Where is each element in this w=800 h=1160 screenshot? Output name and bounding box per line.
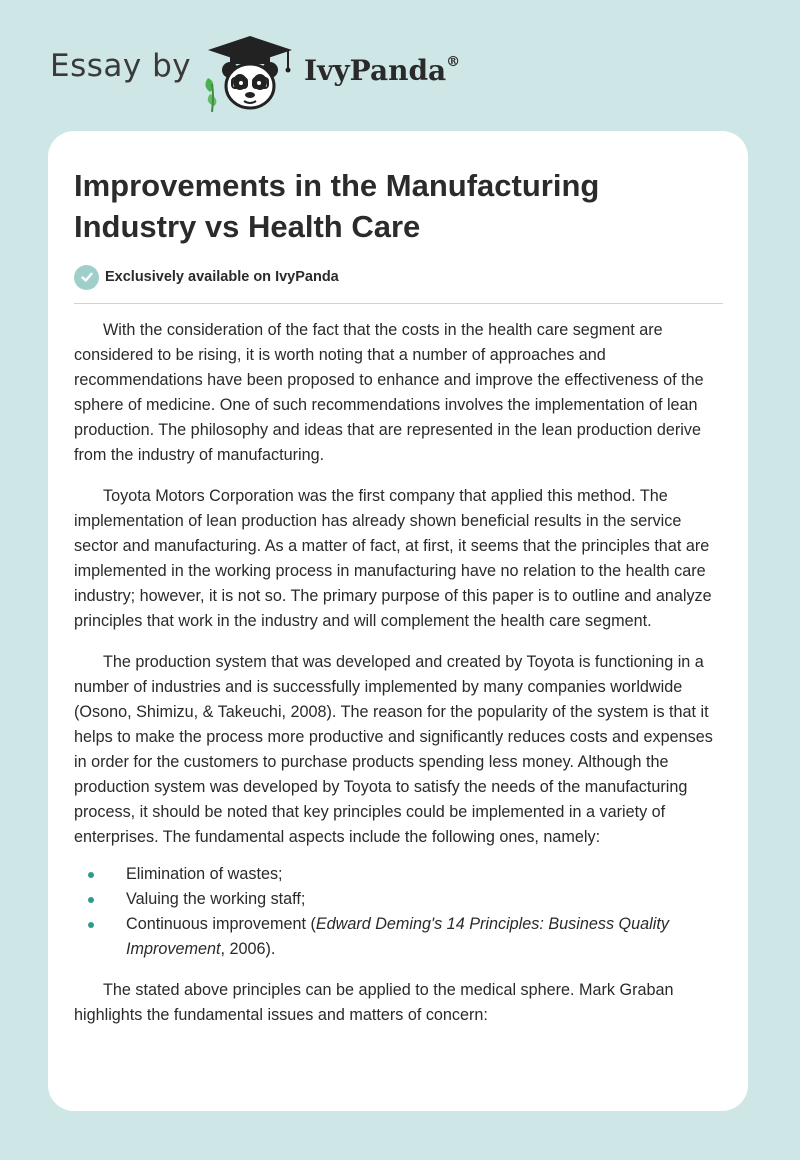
citation-title: Edward Deming's 14 Principles: Business Quality Improvement [126, 915, 669, 958]
registered-mark: ® [446, 53, 461, 70]
list-item: Elimination of wastes; [74, 862, 724, 887]
exclusive-label: Exclusively available on IvyPanda [105, 269, 339, 285]
paragraph: With the consideration of the fact that the costs in the health care segment are considered to be rising, it is worth noting that a number of approaches and recommendations have been proposed to enhance and improve the effectiveness of the sphere of medicine. One of such recommendations involves the implementation of lean production. The philosophy and ideas that are represented in the lean production derive from the industry of manufacturing. [74, 321, 704, 464]
article-body [74, 318, 724, 1044]
essay-by-text: Essay by [50, 48, 192, 84]
site-header [50, 28, 470, 118]
brand-text: IvyPanda [304, 54, 447, 87]
divider [74, 303, 723, 304]
principles-list [74, 862, 724, 962]
list-item [74, 912, 724, 962]
paragraph: The stated above principles can be applied to the medical sphere. Mark Graban highlights the fundamental issues and matters of concern: [74, 981, 674, 1024]
exclusive-badge [74, 264, 339, 290]
paragraph: The production system that was developed and created by Toyota is functioning in a number of industries and is successfully implemented by many companies worldwide (Osono, Shimizu, & Takeuchi, 2008). The reason for the popularity of the system is that it helps to make the process more productive and significantly reduces costs and expenses in order for the customers to purchase products spending less money. Although the production system was developed by Toyota to satisfy the needs of the manufacturing process, it should be noted that key principles could be implemented in a variety of enterprises. The fundamental aspects include the following ones, namely: [74, 653, 713, 846]
check-circle-icon [74, 265, 99, 290]
panda-graduate-logo[interactable] [200, 34, 300, 114]
list-item-text: Continuous improvement ( [126, 915, 316, 933]
article-card [48, 131, 748, 1111]
list-item: Valuing the working staff; [74, 887, 724, 912]
list-item-text: , 2006). [220, 940, 276, 958]
brand-name[interactable] [304, 54, 460, 87]
article-title: Improvements in the Manufacturing Industry vs Health Care [74, 168, 600, 244]
paragraph: Toyota Motors Corporation was the first company that applied this method. The implementation of lean production has already shown beneficial results in the service sector and manufacturing. As a matter of fact, at first, it seems that the principles that are implemented in the working process in manufacturing have no relation to the health care industry; however, it is not so. The primary purpose of this paper is to outline and analyze principles that work in the industry and will complement the health care segment. [74, 487, 712, 630]
